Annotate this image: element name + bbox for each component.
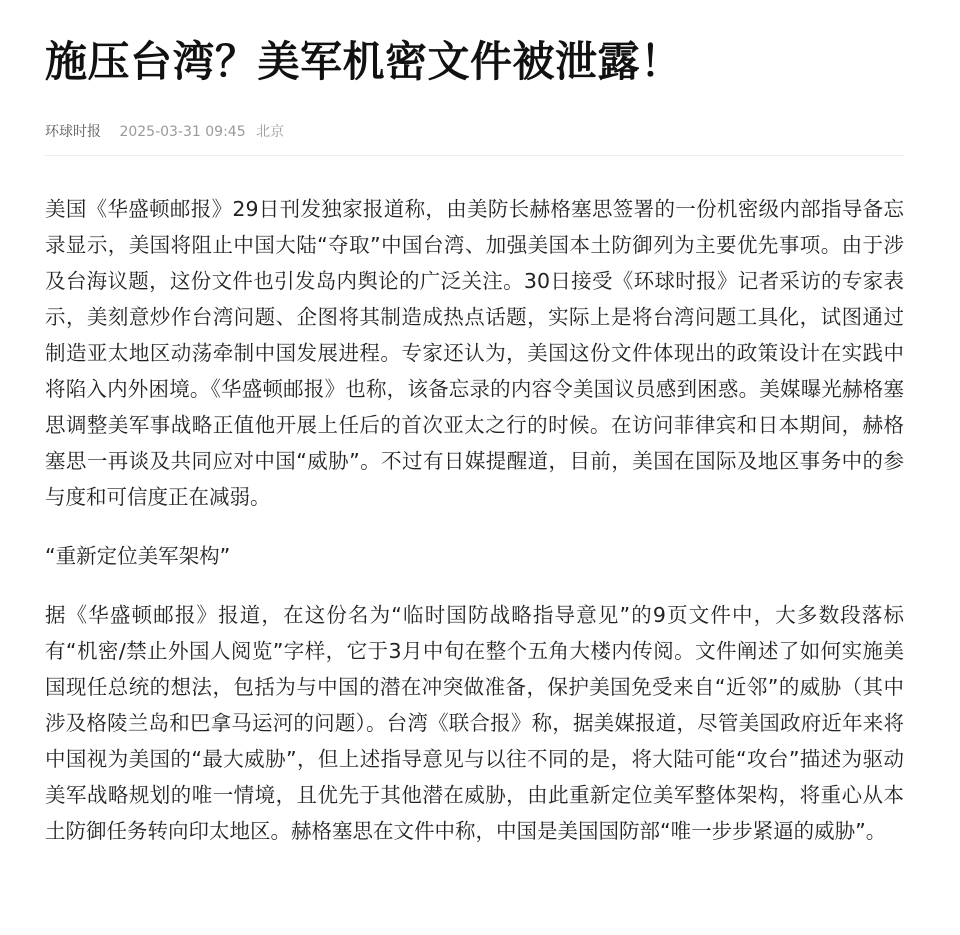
section-heading: “重新定位美军架构”	[45, 544, 231, 568]
publish-time: 2025-03-31 09:45	[119, 124, 246, 140]
article-title: 施压台湾？美军机密文件被泄露！	[45, 37, 683, 86]
article-body	[45, 191, 904, 849]
paragraph-1: 美国《华盛顿邮报》29日刊发独家报道称，由美防长赫格塞思签署的一份机密级内部指导备忘录显示，美国将阻止中国大陆“夺取”中国台湾、加强美国本土防御列为主要优先事项。由于涉及台海议题，这份文件也引发岛内舆论的广泛关注。30日接受《环球时报》记者采访的专家表示，美刻意炒作台湾问题、企图将其制造成热点话题，实际上是将台湾问题工具化，试图通过制造亚太地区动荡牵制中国发展进程。专家还认为，美国这份文件体现出的政策设计在实践中将陷入内外困境。《华盛顿邮报》也称，该备忘录的内容令美国议员感到困惑。美媒曝光赫格塞思调整美军事战略正值他开展上任后的首次亚太之行的时候。在访问菲律宾和日本期间，赫格塞思一再谈及共同应对中国“威胁”。不过有日媒提醒道，目前，美国在国际及地区事务中的参与度和可信度正在减弱。	[45, 197, 904, 509]
article-meta	[45, 122, 904, 142]
meta-divider	[45, 155, 904, 156]
paragraph-2: 据《华盛顿邮报》报道，在这份名为“临时国防战略指导意见”的9页文件中，大多数段落标有“机密/禁止外国人阅览”字样，它于3月中旬在整个五角大楼内传阅。文件阐述了如何实施美国现任总统的想法，包括为与中国的潜在冲突做准备，保护美国免受来自“近邻”的威胁（其中涉及格陵兰岛和巴拿马运河的问题）。台湾《联合报》称，据美媒报道，尽管美国政府近年来将中国视为美国的“最大威胁”，但上述指导意见与以往不同的是，将大陆可能“攻台”描述为驱动美军战略规划的唯一情境，且优先于其他潜在威胁，由此重新定位美军整体架构，将重心从本土防御任务转向印太地区。赫格塞思在文件中称，中国是美国国防部“唯一步步紧逼的威胁”。	[45, 603, 904, 843]
source-link[interactable]: 环球时报	[45, 124, 101, 140]
publish-location: 北京	[256, 124, 285, 140]
